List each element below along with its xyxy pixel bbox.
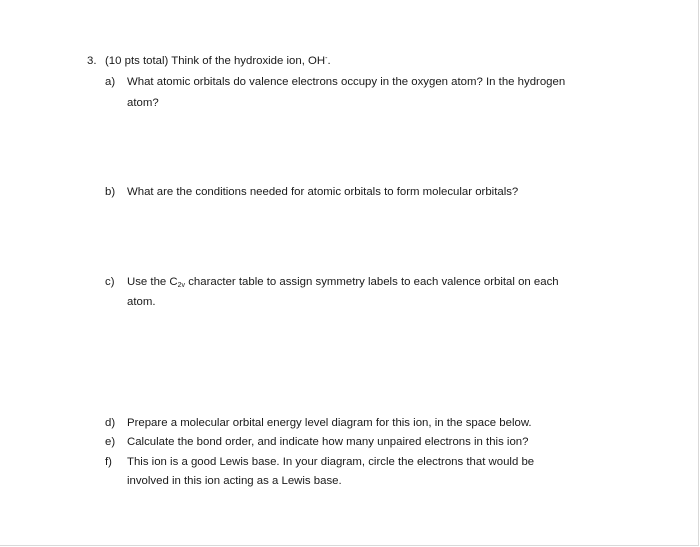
part-c-post: character table to assign symmetry labels to each valence orbital on each <box>185 276 559 288</box>
question-header-text: (10 pts total) Think of the hydroxide ion, OH <box>105 55 326 67</box>
hydroxide-charge: - <box>325 55 328 62</box>
question-header-end: . <box>327 55 331 67</box>
question-number: 3. <box>87 55 97 67</box>
part-c-line1 <box>127 275 559 289</box>
part-a-label: a) <box>105 76 116 88</box>
c2v-subscript: 2v <box>177 282 186 289</box>
part-c-pre: Use the C <box>127 276 178 288</box>
part-a-line2: atom? <box>127 97 159 109</box>
part-d-line1: Prepare a molecular orbital energy level diagram for this ion, in the space below. <box>127 417 532 429</box>
part-e-line1: Calculate the bond order, and indicate how many unpaired electrons in this ion? <box>127 436 529 448</box>
part-c-line2: atom. <box>127 296 156 308</box>
part-f-label: f) <box>105 456 112 468</box>
part-f-line1: This ion is a good Lewis base. In your diagram, circle the electrons that would be <box>127 456 535 468</box>
part-b-line1: What are the conditions needed for atomic orbitals to form molecular orbitals? <box>127 186 519 198</box>
part-e-label: e) <box>105 436 116 448</box>
part-f-line2: involved in this ion acting as a Lewis base. <box>127 475 342 487</box>
part-a-line1: What atomic orbitals do valence electrons occupy in the oxygen atom? In the hydrogen <box>127 76 566 88</box>
part-d-label: d) <box>105 417 116 429</box>
part-b-label: b) <box>105 186 116 198</box>
question-header <box>105 54 331 68</box>
part-c-label: c) <box>105 276 115 288</box>
